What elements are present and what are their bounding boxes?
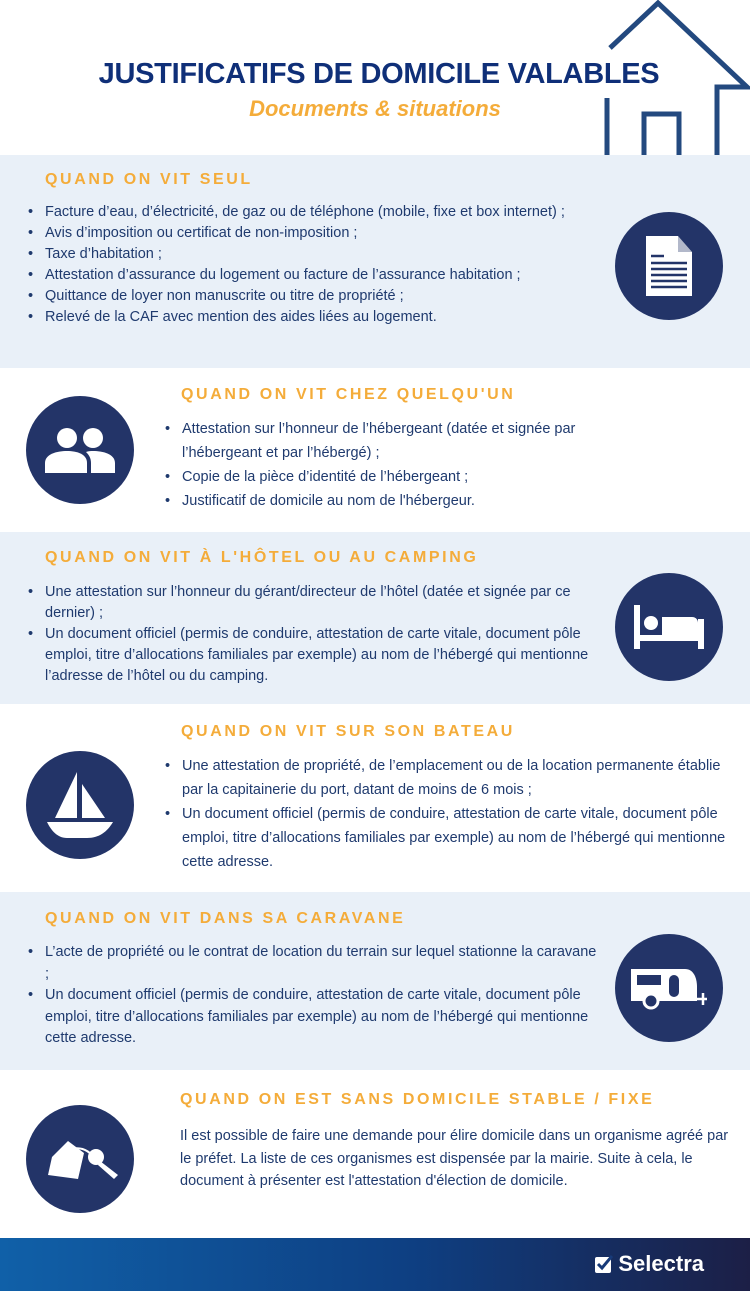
- section-text: Il est possible de faire une demande pour élire domicile dans un organisme agréé par le préfet. La liste de ces organismes est dispensée par la mairie. Suite à cela, le document à présenter est l'attestation d'élection de domicile.: [180, 1128, 729, 1189]
- list-item: • L’acte de propriété ou le contrat de location du terrain sur lequel stationne la caravane ;: [28, 942, 603, 985]
- document-list: [28, 582, 603, 687]
- house-outline-icon: [600, 0, 750, 155]
- list-item: • Un document officiel (permis de conduire, attestation de carte vitale, document pôle emploi, titre d’allocations familiales par exemple) au nom de l’hébergé qui mentionne cette adresse.: [165, 802, 730, 874]
- list-item: • Une attestation de propriété, de l’emplacement ou de la location permanente établie par la capitainerie du port, datant de moins de 6 mois ;: [165, 754, 730, 802]
- section-heading: QUAND ON VIT SEUL: [45, 171, 253, 188]
- header: [0, 0, 750, 155]
- section-alone: [0, 155, 750, 368]
- section-heading: QUAND ON VIT SUR SON BATEAU: [181, 723, 515, 740]
- caravan-icon: [615, 934, 723, 1042]
- list-item: • Facture d’eau, d’électricité, de gaz ou de téléphone (mobile, fixe et box internet) ;: [28, 202, 588, 223]
- list-item: • Taxe d’habitation ;: [28, 244, 588, 265]
- section-homeless: [0, 1070, 750, 1238]
- document-icon: [615, 212, 723, 320]
- brand-name: Selectra: [618, 1251, 704, 1276]
- checkbox-logo-icon: [595, 1255, 613, 1273]
- section-caravan: [0, 892, 750, 1070]
- list-item: • Justificatif de domicile au nom de l'hébergeur.: [165, 489, 645, 513]
- section-hotel: [0, 532, 750, 704]
- section-boat: [0, 704, 750, 892]
- section-heading: QUAND ON VIT À L'HÔTEL OU AU CAMPING: [45, 549, 479, 566]
- list-item: • Attestation d’assurance du logement ou facture de l’assurance habitation ;: [28, 265, 588, 286]
- footer: [0, 1238, 750, 1291]
- list-item: • Un document officiel (permis de conduire, attestation de carte vitale, document pôle emploi, titre d’allocations familiales par exemple) au nom de l’hébergé qui mentionne l’adresse de l’hôtel ou du camping.: [28, 624, 603, 687]
- selectra-logo: [595, 1251, 704, 1277]
- list-item: • Un document officiel (permis de conduire, attestation de carte vitale, document pôle emploi, titre d’allocations familiales par exemple) au nom de l’hébergé qui mentionne cette adresse.: [28, 985, 603, 1050]
- sailboat-icon: [26, 751, 134, 859]
- page-title: JUSTIFICATIFS DE DOMICILE VALABLES: [98, 58, 660, 90]
- document-list: [28, 202, 588, 328]
- section-heading: QUAND ON VIT CHEZ QUELQU'UN: [181, 386, 516, 403]
- house-keys-icon: [26, 1105, 134, 1213]
- list-item: • Avis d’imposition ou certificat de non-imposition ;: [28, 223, 588, 244]
- section-hosted: [0, 368, 750, 532]
- list-item: • Quittance de loyer non manuscrite ou titre de propriété ;: [28, 286, 588, 307]
- list-item: • Copie de la pièce d’identité de l’hébergeant ;: [165, 465, 645, 489]
- document-list: [165, 754, 730, 874]
- page-subtitle: Documents & situations: [249, 96, 501, 121]
- bed-icon: [615, 573, 723, 681]
- section-heading: QUAND ON VIT DANS SA CARAVANE: [45, 910, 406, 927]
- list-item: • Une attestation sur l’honneur du gérant/directeur de l’hôtel (datée et signée par ce dernier) ;: [28, 582, 603, 624]
- section-heading: QUAND ON EST SANS DOMICILE STABLE / FIXE: [180, 1091, 655, 1108]
- document-list: [28, 942, 603, 1050]
- document-list: [165, 417, 645, 513]
- list-item: • Relevé de la CAF avec mention des aides liées au logement.: [28, 307, 588, 328]
- list-item: • Attestation sur l’honneur de l’hébergeant (datée et signée par l’hébergeant et par l’hébergé) ;: [165, 417, 645, 465]
- people-icon: [26, 396, 134, 504]
